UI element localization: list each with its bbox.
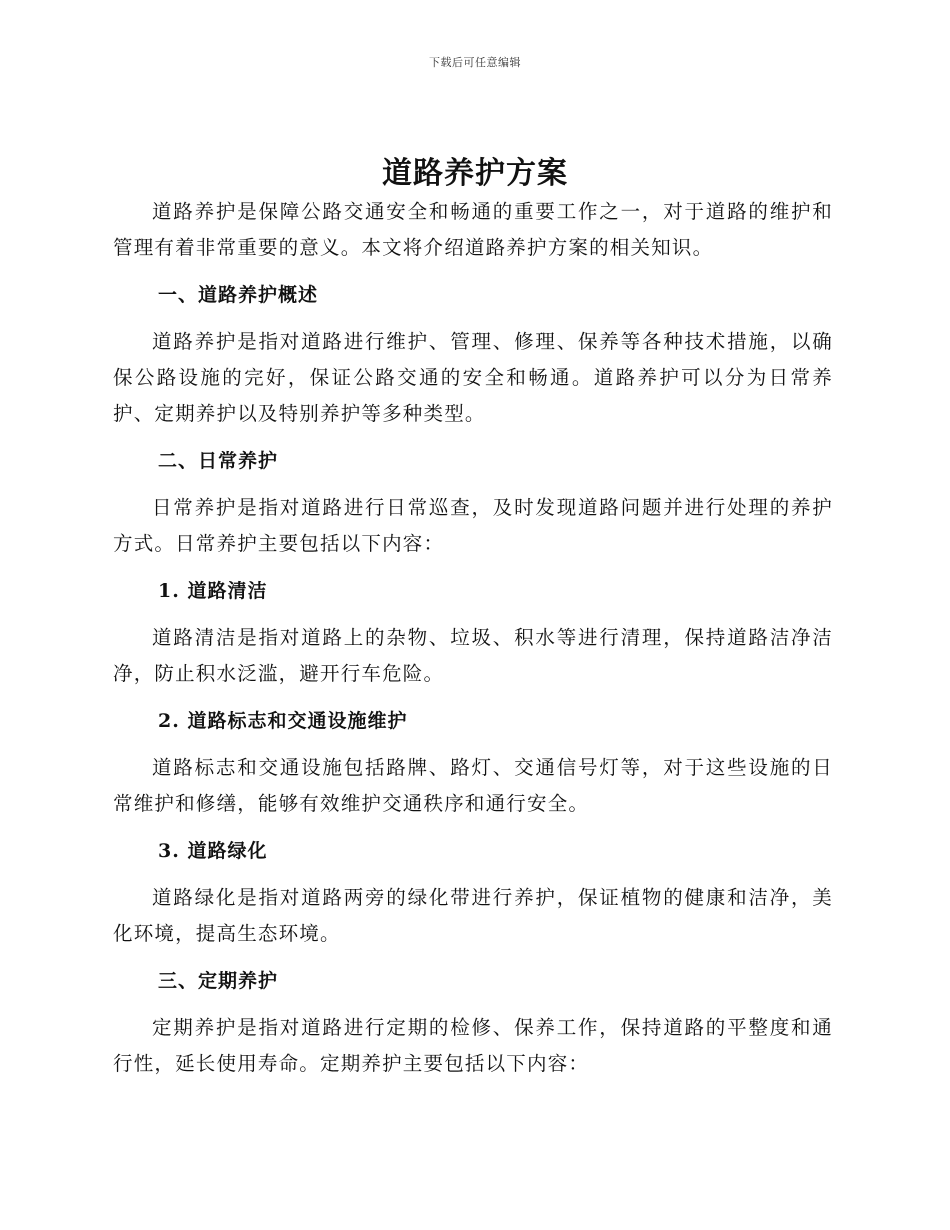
subheading-cleaning: 1. 道路清洁: [158, 580, 268, 602]
section-heading-daily: 二、日常养护: [158, 450, 279, 472]
overview-paragraph: 道路养护是指对道路进行维护、管理、修理、保养等各种技术措施，以确保公路设施的完好，保证公路交通的安全和畅通。道路养护可以分为日常养护、定期养护以及特别养护等多种类型。: [113, 330, 833, 425]
subheading-signs: 2. 道路标志和交通设施维护: [158, 710, 408, 732]
section-heading-periodic: 三、定期养护: [158, 970, 279, 992]
cleaning-paragraph: 道路清洁是指对道路上的杂物、垃圾、积水等进行清理，保持道路洁净洁净，防止积水泛滥，避开行车危险。: [113, 626, 833, 685]
greening-paragraph: 道路绿化是指对道路两旁的绿化带进行养护，保证植物的健康和洁净，美化环境，提高生态环境。: [113, 886, 833, 945]
header-note: 下载后可任意编辑: [429, 56, 521, 69]
intro-paragraph: 道路养护是保障公路交通安全和畅通的重要工作之一，对于道路的维护和管理有着非常重要的意义。本文将介绍道路养护方案的相关知识。: [113, 200, 833, 259]
section-heading-overview: 一、道路养护概述: [158, 284, 319, 306]
document-body: [113, 194, 833, 1093]
page-title: 道路养护方案: [382, 156, 568, 191]
daily-paragraph: 日常养护是指对道路进行日常巡查，及时发现道路问题并进行处理的养护方式。日常养护主要包括以下内容：: [113, 496, 833, 555]
subheading-greening: 3. 道路绿化: [158, 840, 268, 862]
periodic-paragraph: 定期养护是指对道路进行定期的检修、保养工作，保持道路的平整度和通行性，延长使用寿命。定期养护主要包括以下内容：: [113, 1016, 833, 1075]
signs-paragraph: 道路标志和交通设施包括路牌、路灯、交通信号灯等，对于这些设施的日常维护和修缮，能够有效维护交通秩序和通行安全。: [113, 756, 833, 815]
